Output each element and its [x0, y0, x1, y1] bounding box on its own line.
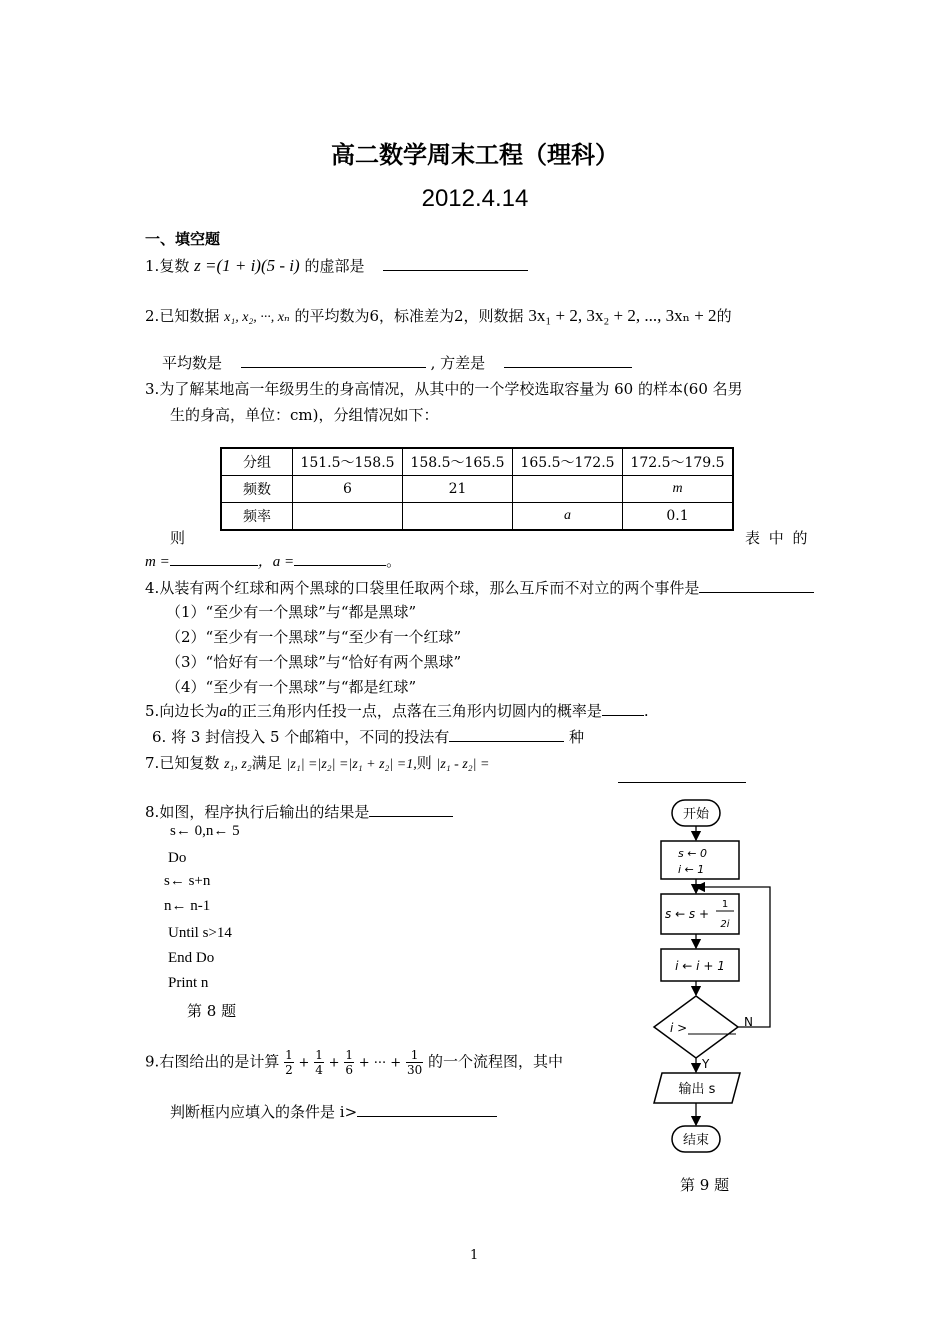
- code-line: Until s>14: [168, 925, 232, 941]
- code-line: s← 0,n← 5: [170, 823, 240, 839]
- q1-num: 1.: [145, 257, 160, 275]
- q9-line2-text: 判断框内应填入的条件是 i>: [170, 1103, 358, 1121]
- q8-caption: 第 8 题: [187, 1002, 237, 1020]
- fraction-den: 4: [315, 1063, 323, 1077]
- table-cell: [403, 503, 513, 531]
- q2-expr: 3x₁ + 2, 3x₂ + 2, ..., 3xₙ + 2: [528, 306, 717, 325]
- q3-num: 3.: [145, 380, 160, 398]
- q8-text: 如图，程序执行后输出的结果是: [159, 803, 370, 821]
- q4-num: 4.: [145, 579, 160, 597]
- q3-a-label: ，a =: [257, 554, 295, 570]
- code-line: Do: [168, 850, 187, 866]
- q5-answer-blank[interactable]: [602, 701, 644, 716]
- table-cell: 158.5～165.5: [403, 448, 513, 476]
- q9-line2: [170, 1101, 497, 1122]
- q5-a: a: [219, 704, 227, 720]
- q9-pre: 右图给出的是计算: [159, 1052, 280, 1071]
- q1-post: 的虚部是: [304, 257, 365, 275]
- q2-line2-mid: , 方差是: [430, 354, 486, 372]
- table-row: [221, 476, 733, 503]
- q6-num: 6.: [152, 728, 167, 746]
- table-cell: 频数: [221, 476, 293, 503]
- code-line: n← n-1: [164, 898, 211, 914]
- q2-num: 2.: [145, 307, 160, 325]
- q7-answer-blank[interactable]: [618, 768, 746, 783]
- flow-frac-num: 1: [721, 899, 729, 910]
- q2-vars: x₁, x₂, ···, xₙ: [224, 310, 290, 325]
- question-3: [145, 378, 743, 399]
- flow-update-s-text: s ← s +: [665, 907, 710, 921]
- q5-post: 的正三角形内任投一点，点落在三角形内切圆内的概率是: [226, 702, 602, 720]
- q9-answer-blank[interactable]: [357, 1102, 497, 1117]
- table-cell: 21: [403, 476, 513, 503]
- q7-pre: 已知复数: [159, 754, 220, 772]
- table-cell: 165.5～172.5: [513, 448, 623, 476]
- q2-line2-pre: 平均数是: [162, 354, 223, 372]
- plus-sign: +: [298, 1055, 310, 1071]
- q7-mid: 满足: [251, 754, 282, 772]
- q3-m-label: m =: [145, 554, 170, 570]
- q2-mid: 的平均数为6，标准差为2，则数据: [294, 307, 524, 325]
- table-cell: 172.5～179.5: [623, 448, 734, 476]
- fraction-num: 1: [315, 1048, 323, 1062]
- q7-then: 则: [416, 754, 432, 772]
- table-cell: m: [623, 476, 734, 503]
- section-heading: 一、填空题: [145, 230, 221, 248]
- q7-cond: |z₁| =|z₂| =|z₁ + z₂| =1,: [286, 757, 417, 772]
- q4-text: 从装有两个红球和两个黑球的口袋里任取两个球，那么互斥而不对立的两个事件是: [159, 579, 700, 597]
- fraction: [344, 1048, 354, 1077]
- q5-num: 5.: [145, 702, 160, 720]
- frequency-table: [220, 447, 734, 531]
- q4-answer-blank[interactable]: [699, 578, 814, 593]
- flowchart: [640, 790, 790, 1160]
- table-cell: [513, 476, 623, 503]
- q8-answer-blank[interactable]: [369, 802, 453, 817]
- flow-init-i: i ← 1: [678, 863, 705, 876]
- fraction-den: 30: [406, 1063, 423, 1077]
- q1-pre: 复数: [159, 257, 190, 275]
- q4-option: （3）“恰好有一个黑球”与“恰好有两个黑球”: [166, 653, 462, 671]
- q3-then: 则: [170, 529, 186, 547]
- flow-no-label: N: [744, 1015, 753, 1029]
- fraction: [406, 1048, 423, 1077]
- fraction: [284, 1048, 294, 1077]
- q2-pre: 已知数据: [159, 307, 220, 325]
- q5-pre: 向边长为: [159, 702, 220, 720]
- table-cell: 151.5～158.5: [293, 448, 403, 476]
- q8-num: 8.: [145, 803, 160, 821]
- fraction-num: 1: [285, 1048, 293, 1062]
- q5-end: .: [643, 702, 649, 720]
- fraction-num: 1: [345, 1048, 353, 1062]
- page-number: 1: [470, 1248, 479, 1263]
- question-7: [145, 752, 489, 773]
- flow-end-text: 结束: [682, 1133, 710, 1148]
- code-line: s← s+n: [164, 873, 211, 889]
- plus-sign: +: [328, 1055, 340, 1071]
- table-cell: [293, 503, 403, 531]
- q2-mean-blank[interactable]: [241, 353, 426, 368]
- question-6: [152, 726, 584, 747]
- q4-option: （2）“至少有一个黑球”与“至少有一个红球”: [166, 628, 462, 646]
- table-cell: a: [513, 503, 623, 531]
- q1-formula: z =(1 + i)(5 - i): [194, 256, 300, 275]
- q6-answer-blank[interactable]: [449, 727, 564, 742]
- fraction: [314, 1048, 324, 1077]
- fraction-num: 1: [406, 1048, 423, 1063]
- q7-num: 7.: [145, 754, 160, 772]
- flow-update-i-text: i ← i + 1: [675, 959, 725, 973]
- q2-post: 的: [716, 307, 732, 325]
- table-cell: 6: [293, 476, 403, 503]
- q4-option: （4）“至少有一个黑球”与“都是红球”: [166, 678, 417, 696]
- question-2: [145, 305, 732, 326]
- q3-a-blank[interactable]: [294, 551, 386, 566]
- q9-post: 的一个流程图，其中: [428, 1052, 564, 1071]
- flow-start-text: 开始: [682, 807, 710, 822]
- question-1: [145, 255, 528, 276]
- flow-decision-text: i >: [670, 1021, 688, 1035]
- q6-text: 将 3 封信投入 5 个邮箱中，不同的投法有: [171, 728, 450, 746]
- table-row: [221, 503, 733, 531]
- q3-answers: [145, 550, 401, 571]
- question-4: [145, 577, 814, 598]
- q1-answer-blank[interactable]: [383, 256, 528, 271]
- table-cell: 频率: [221, 503, 293, 531]
- q7-vars: z₁, z₂: [224, 757, 252, 772]
- code-line: End Do: [168, 950, 215, 966]
- q9-caption: 第 9 题: [680, 1176, 730, 1194]
- q2-variance-blank[interactable]: [504, 353, 632, 368]
- flow-frac-den: 2i: [720, 919, 730, 930]
- q7-expr: |z₁ - z₂| =: [436, 757, 490, 772]
- question-9: [145, 1048, 563, 1077]
- q9-num: 9.: [145, 1052, 160, 1071]
- q3-text2: 生的身高，单位：cm)，分组情况如下：: [170, 406, 439, 424]
- page-date: 2012.4.14: [421, 185, 529, 212]
- question-2-line2: [162, 352, 632, 373]
- question-5: [145, 700, 649, 721]
- q6-end: 种: [569, 728, 585, 746]
- fraction-den: 6: [345, 1063, 353, 1077]
- dots: + ··· +: [358, 1055, 402, 1071]
- q3-text1: 为了解某地高一年级男生的身高情况，从其中的一个学校选取容量为 60 的样本(60 名男: [159, 380, 743, 398]
- q3-end: 。: [386, 552, 402, 570]
- fraction-den: 2: [285, 1063, 293, 1077]
- flow-yes-label: Y: [702, 1057, 710, 1071]
- table-row: [221, 448, 733, 476]
- q3-right-text: 表 中 的: [745, 529, 808, 547]
- q3-m-blank[interactable]: [170, 551, 258, 566]
- page-title: 高二数学周末工程（理科）: [331, 140, 619, 169]
- table-cell: 分组: [221, 448, 293, 476]
- question-8: [145, 801, 453, 822]
- flow-decision: [654, 996, 738, 1058]
- flow-output-text: 输出 s: [678, 1082, 716, 1097]
- q4-option: （1）“至少有一个黑球”与“都是黑球”: [166, 603, 417, 621]
- table-cell: 0.1: [623, 503, 734, 531]
- code-line: Print n: [168, 975, 209, 991]
- flow-init-s: s ← 0: [678, 847, 707, 860]
